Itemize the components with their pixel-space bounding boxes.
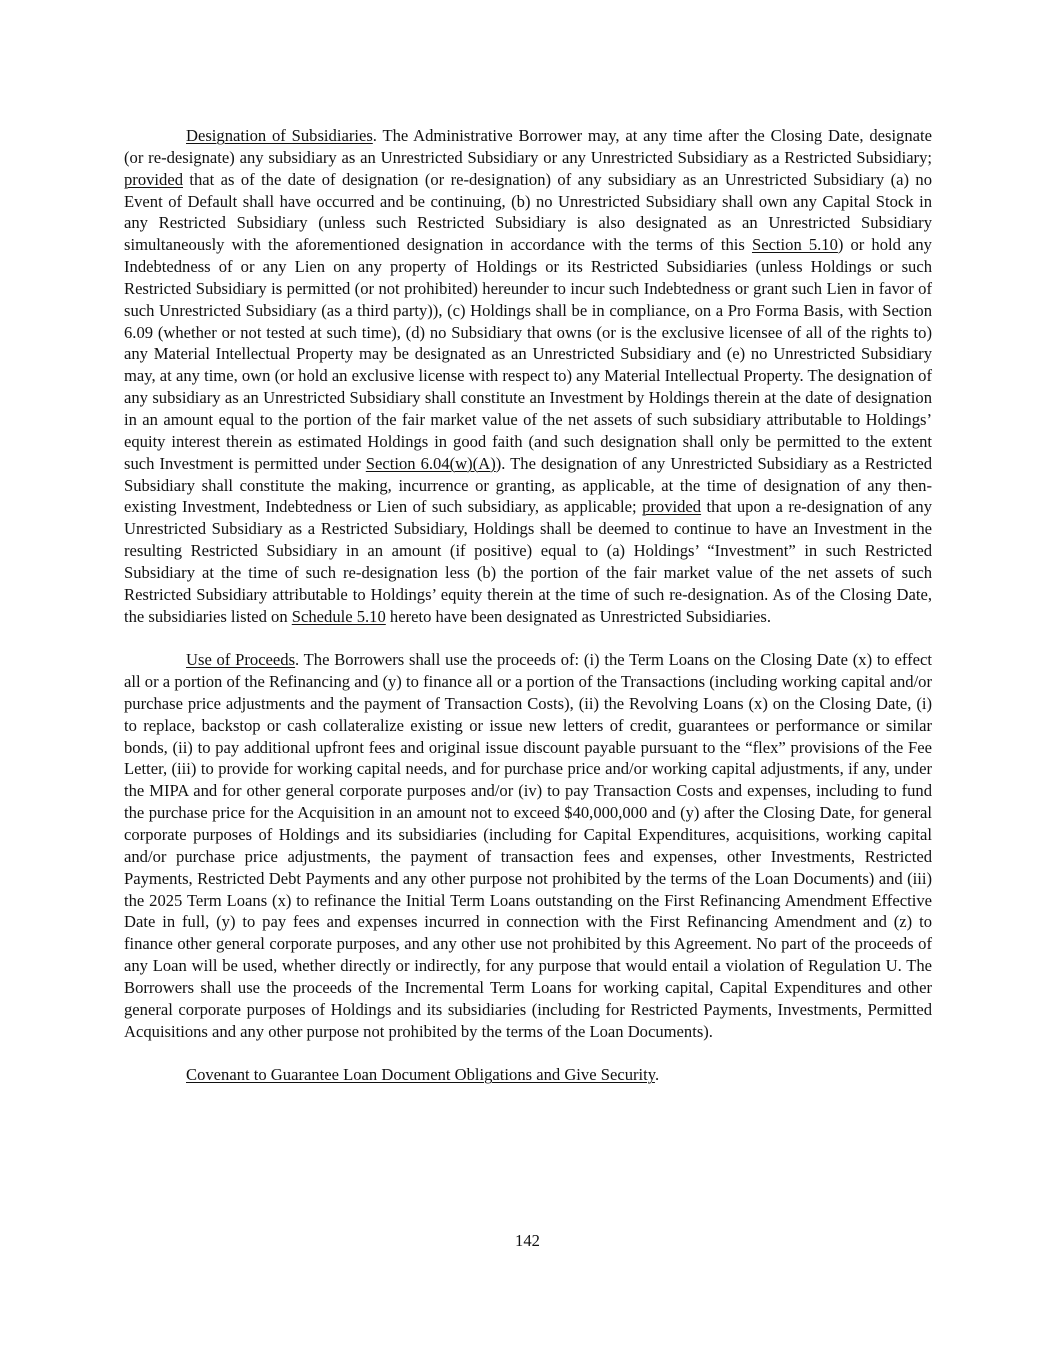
paragraph-designation-of-subsidiaries — [124, 125, 932, 627]
cross-reference-section-5-10: Section 5.10 — [751, 235, 838, 255]
paragraph-covenant-to-guarantee — [124, 1064, 932, 1086]
provided-term: provided — [124, 169, 183, 189]
paragraph-use-of-proceeds — [124, 649, 932, 1042]
paragraph-text: . — [654, 1065, 660, 1085]
provided-term: provided — [642, 497, 702, 517]
cross-reference-schedule-5-10: Schedule 5.10 — [291, 606, 386, 626]
paragraph-text: hereto have been designated as Unrestricted Subsidiaries. — [385, 606, 771, 626]
paragraph-text: ) or hold any Indebtedness of or any Lien on any property of Holdings or its Restricted Subsidiaries (unless Holdings or such Restricted Subsidiary is permitted (or not prohibited) hereunder to incur such Indebtedness or grant such Lien in favor of such Unrestricted Subsidiary (as a third party)), (c) Holdings shall be in compliance, on a Pro Forma Basis, with Section 6.09 (whether or not tested at such time), (d) no Subsidiary that owns (or is the exclusive licensee of all of the rights to) any Material Intellectual Property may be designated as an Unrestricted Subsidiary and (e) no Unrestricted Subsidiary may, at any time, own (or hold an exclusive license with respect to) any Material Intellectual Property. The designation of any subsidiary as an Unrestricted Subsidiary shall constitute an Investment by Holdings therein at the date of designation in an amount equal to the portion of the fair market value of the net assets of such subsidiary attributable to Holdings’ equity interest therein as estimated Holdings in good faith (and such designation shall only be permitted to the extent such Investment is permitted under — [124, 235, 932, 473]
section-heading-covenant-to-guarantee: Covenant to Guarantee Loan Document Obligations and Give Security — [186, 1065, 655, 1085]
paragraph-text: that upon a re-designation of any Unrestricted Subsidiary as a Restricted Subsidiary, Holdings shall be deemed to continue to have an Investment in the resulting Restricted Subsidiary in an amount (if positive) equal to (a) Holdings’ “Investment” in such Restricted Subsidiary at the time of such re-designation less (b) the portion of the fair market value of the net assets of such Restricted Subsidiary attributable to Holdings’ equity therein at the time of such re-designation. As of the Closing Date, the subsidiaries listed on — [124, 497, 932, 626]
paragraph-text: that as of the date of designation (or re-designation) of any subsidiary as an Unrestricted Subsidiary (a) no Event of Default shall have occurred and be continuing, (b) no Unrestricted Subsidiary shall own any Capital Stock in any Restricted Subsidiary (unless such Restricted Subsidiary is also designated as an Unrestricted Subsidiary simultaneously with the aforementioned designation in accordance with the terms of this — [124, 169, 932, 255]
document-page — [124, 125, 932, 1086]
paragraph-text: ). The designation of any Unrestricted Subsidiary as a Restricted Subsidiary shall constitute the making, incurrence or granting, as applicable, at the time of designation of any then-existing Investment, Indebtedness or Lien of such subsidiary, as applicable; — [124, 453, 933, 517]
section-heading-use-of-proceeds: Use of Proceeds — [186, 650, 296, 670]
cross-reference-section-6-04: Section 6.04(w)(A) — [365, 453, 496, 473]
page-number: 142 — [515, 1231, 540, 1250]
paragraph-text: . The Administrative Borrower may, at any time after the Closing Date, designate (or re-designate) any subsidiary as an Unrestricted Subsidiary or any Unrestricted Subsidiary as a Restricted Subsidiary; — [124, 126, 932, 167]
section-heading-designation-of-subsidiaries: Designation of Subsidiaries — [186, 126, 373, 145]
paragraph-text: . The Borrowers shall use the proceeds of: (i) the Term Loans on the Closing Date (x) to effect all or a portion of the Refinancing and (y) to finance all or a portion of the Transactions (including working capital and/or purchase price adjustments and the payment of Transaction Costs), (ii) the Revolving Loans (x) on the Closing Date, (i) to replace, backstop or cash collateralize existing or issue new letters of credit, guarantees or performance or similar bonds, (ii) to pay additional upfront fees and original issue discount payable pursuant to the “flex” provisions of the Fee Letter, (iii) to provide for working capital needs, and for purchase price and/or working capital adjustments, if any, under the MIPA and for other general corporate purposes and/or (iv) to pay Transaction Costs and expenses, including to fund the purchase price for the Acquisition in an amount not to exceed $40,000,000 and (y) after the Closing Date, for general corporate purposes of Holdings and its subsidiaries (including for Capital Expenditures, acquisitions, working capital and/or purchase price adjustments, the payment of transaction fees and expenses, other Investments, Restricted Payments, Restricted Debt Payments and any other purpose not prohibited by the terms of the Loan Documents) and (iii) the 2025 Term Loans (x) to refinance the Initial Term Loans outstanding on the First Refinancing Amendment Effective Date in full, (y) to pay fees and expenses incurred in connection with the First Refinancing Amendment and (z) to finance other general corporate purposes, and any other use not prohibited by this Agreement. No part of the proceeds of any Loan will be used, whether directly or indirectly, for any purpose that would entail a violation of Regulation U. The Borrowers shall use the proceeds of the Incremental Term Loans for working capital, Capital Expenditures and other general corporate purposes of Holdings and its subsidiaries (including for Restricted Payments, Investments, Permitted Acquisitions and any other purpose not prohibited by the terms of the Loan Documents). — [124, 650, 932, 1041]
